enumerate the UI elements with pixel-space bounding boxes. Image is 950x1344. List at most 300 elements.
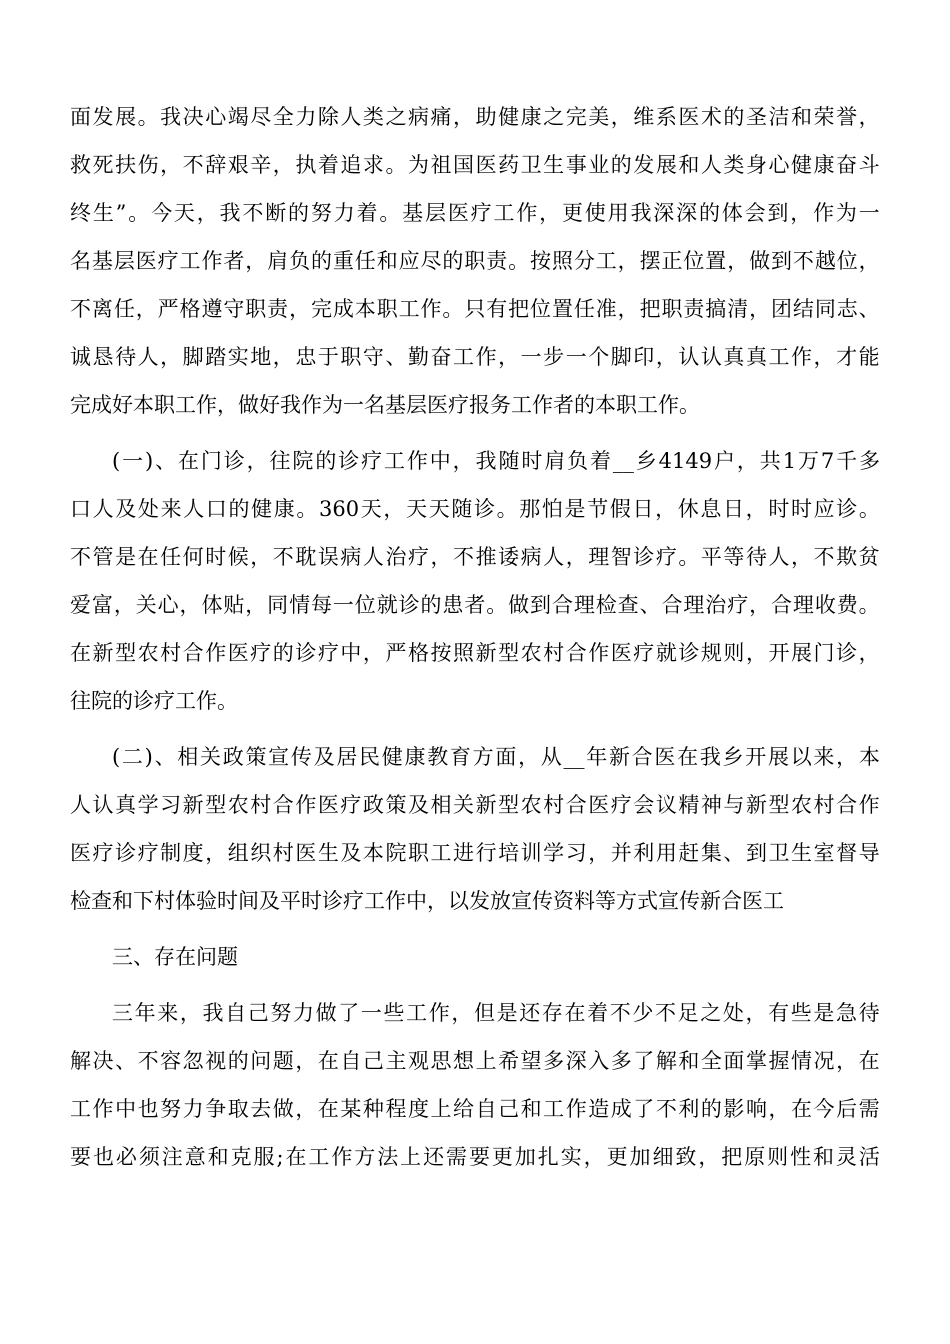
text-glyph: 的 [420, 593, 442, 617]
text-glyph: 、 [154, 745, 176, 769]
text-glyph: 集 [700, 841, 722, 865]
text-glyph: ， [565, 545, 587, 569]
text-glyph: 工 [543, 1097, 565, 1121]
text-glyph: 搞 [705, 297, 727, 321]
text-glyph: 守 [362, 345, 384, 369]
text-glyph: 的 [723, 105, 745, 129]
text-glyph: 更 [606, 1145, 628, 1169]
text-glyph: 的 [310, 249, 332, 273]
text-glyph: 学 [543, 841, 565, 865]
text-glyph: 只 [464, 297, 486, 321]
text-glyph: 诊 [836, 641, 858, 665]
text-glyph: 造 [588, 1097, 610, 1121]
text-glyph: 性 [790, 1145, 812, 1169]
text-glyph: 责 [486, 249, 508, 273]
text-glyph: 职 [464, 249, 486, 273]
text-glyph: 规 [700, 641, 722, 665]
text-glyph: 况 [813, 1049, 835, 1073]
text-glyph: 心 [157, 593, 179, 617]
text-glyph: 、 [115, 1049, 137, 1073]
text-glyph: 正 [661, 249, 683, 273]
text-glyph: 基 [91, 249, 113, 273]
text-glyph: 误 [317, 545, 339, 569]
text-glyph: 型 [768, 793, 790, 817]
text-glyph: ， [451, 1001, 473, 1025]
text-glyph: 政 [362, 793, 384, 817]
text-glyph: 格 [179, 297, 201, 321]
text-glyph: 随 [451, 497, 473, 521]
text-glyph: 度 [407, 1097, 429, 1121]
text-glyph: 思 [430, 1049, 452, 1073]
text-glyph: 做 [272, 1097, 294, 1121]
text-glyph: 制 [160, 841, 182, 865]
text-glyph: 把 [639, 297, 661, 321]
text-glyph: 忽 [182, 1049, 204, 1073]
text-glyph: 发 [92, 105, 114, 129]
text-glyph: 要 [70, 1145, 91, 1169]
text-glyph: 智 [610, 545, 632, 569]
text-glyph: 任 [160, 545, 182, 569]
text-glyph: 作 [516, 201, 538, 225]
text-glyph: ， [655, 497, 677, 521]
text-glyph: 决 [92, 1049, 114, 1073]
text-glyph: 诊 [633, 545, 655, 569]
text-glyph: 的 [442, 249, 464, 273]
text-glyph: 作 [295, 793, 317, 817]
text-glyph: 己 [247, 1001, 269, 1025]
text-glyph: 。 [486, 593, 508, 617]
text-glyph: ， [836, 1049, 858, 1073]
text-glyph: 医 [227, 641, 249, 665]
text-glyph: 到 [767, 201, 789, 225]
text-glyph: 着 [356, 201, 378, 225]
text-glyph: ， [272, 153, 294, 177]
text-glyph: 和 [376, 249, 398, 273]
text-glyph: 怕 [541, 497, 563, 521]
text-glyph: 作 [813, 201, 835, 225]
text-glyph: 肩 [544, 449, 566, 473]
text-glyph: 日 [723, 497, 745, 521]
text-glyph: 疗 [655, 545, 677, 569]
text-glyph: 术 [700, 105, 722, 129]
text-glyph: 新 [608, 745, 630, 769]
text-glyph: 一 [520, 345, 542, 369]
text-glyph: 深 [676, 201, 698, 225]
text-glyph: 工 [70, 1097, 91, 1121]
text-glyph: 己 [362, 1049, 384, 1073]
text-glyph: 健 [381, 745, 403, 769]
text-glyph: 、 [639, 593, 661, 617]
text-glyph: 竭 [227, 105, 249, 129]
text-glyph: ; [276, 1145, 284, 1169]
text-glyph: ， [160, 153, 182, 177]
text-glyph: ， [610, 105, 632, 129]
text-glyph: ， [655, 345, 677, 369]
text-glyph: ， [745, 1001, 767, 1025]
text-glyph: 真 [745, 345, 767, 369]
text-glyph: 我 [475, 449, 497, 473]
text-glyph: 认 [92, 793, 114, 817]
text-glyph: 响 [745, 1097, 767, 1121]
text-glyph: 全 [272, 105, 294, 129]
text-glyph: 人 [137, 345, 159, 369]
text-glyph: 型 [498, 793, 520, 817]
text-glyph: ， [790, 201, 812, 225]
text-glyph: 在 [317, 1097, 339, 1121]
text-glyph: 在 [70, 641, 91, 665]
text-glyph: 门 [200, 449, 222, 473]
text-glyph: 合 [631, 745, 653, 769]
text-glyph: 位 [836, 249, 858, 273]
text-glyph: ， [539, 201, 561, 225]
text-glyph: 不 [137, 1049, 159, 1073]
text-glyph: 着 [590, 449, 611, 473]
text-glyph: 程 [385, 1097, 407, 1121]
text-glyph: 。 [128, 201, 150, 225]
text-glyph: 诚 [70, 345, 91, 369]
text-glyph: 深 [653, 201, 675, 225]
text-glyph: 型 [205, 793, 227, 817]
text-glyph: 同 [814, 297, 836, 321]
text-glyph: 给 [453, 1097, 475, 1121]
text-glyph: 一 [565, 345, 587, 369]
text-glyph: 耽 [295, 545, 317, 569]
text-glyph: 层 [113, 249, 135, 273]
text-glyph: 时 [205, 545, 227, 569]
text-glyph: 时 [521, 449, 543, 473]
text-glyph: 更 [561, 201, 583, 225]
text-glyph: ， [745, 641, 767, 665]
text-glyph: 加 [629, 1145, 651, 1169]
text-glyph: 心 [205, 105, 227, 129]
text-glyph: 也 [92, 1145, 114, 1169]
text-glyph: 摆 [639, 249, 661, 273]
text-glyph: 等 [723, 545, 745, 569]
text-glyph: 。 [508, 249, 530, 273]
text-glyph: 意 [184, 1145, 206, 1169]
text-glyph: 诊 [115, 841, 137, 865]
text-glyph: 医 [610, 641, 632, 665]
text-glyph: 富 [91, 593, 113, 617]
text-glyph: 后 [836, 1097, 858, 1121]
text-glyph: 完 [310, 297, 332, 321]
text-glyph: 作 [588, 641, 610, 665]
text-glyph: ， [583, 1145, 605, 1169]
text-glyph: 人 [340, 105, 362, 129]
text-glyph: 职 [661, 297, 683, 321]
text-glyph: 待 [858, 1001, 880, 1025]
text-glyph: 疗 [361, 449, 383, 473]
text-glyph: 置 [705, 249, 727, 273]
text-glyph: 也 [137, 1097, 159, 1121]
text-glyph: 新 [92, 641, 114, 665]
text-line [112, 737, 880, 777]
text-glyph: 及 [340, 841, 362, 865]
text-glyph: 职 [376, 297, 398, 321]
text-glyph: 在 [564, 1001, 586, 1025]
text-glyph: 把 [721, 1145, 743, 1169]
text-glyph: 努 [310, 201, 332, 225]
text-glyph: 维 [633, 105, 655, 129]
text-glyph: 掌 [745, 1049, 767, 1073]
text-glyph: 分 [573, 249, 595, 273]
text-glyph: 欺 [836, 545, 858, 569]
text-glyph: 合 [565, 793, 587, 817]
text-glyph: 到 [771, 249, 792, 273]
text-glyph: 作 [406, 449, 428, 473]
text-line [70, 633, 880, 673]
text-glyph: 每 [310, 593, 332, 617]
text-glyph: 国 [453, 153, 475, 177]
text-glyph: 面 [70, 105, 91, 129]
text-glyph: 应 [398, 249, 420, 273]
text-glyph: 事 [565, 153, 587, 177]
text-glyph: 主 [385, 1049, 407, 1073]
text-glyph: 室 [813, 841, 835, 865]
text-glyph: 今 [151, 201, 173, 225]
text-glyph: 人 [183, 497, 205, 521]
text-glyph: 卫 [520, 153, 542, 177]
text-glyph: 上 [430, 1097, 452, 1121]
text-glyph: 年 [586, 745, 608, 769]
text-glyph: 合 [272, 793, 294, 817]
text-glyph: 疗 [92, 841, 114, 865]
text-glyph: 诿 [498, 545, 520, 569]
text-glyph: 必 [115, 1145, 137, 1169]
text-glyph: 一 [360, 1001, 382, 1025]
text-glyph: 居 [336, 745, 358, 769]
text-glyph: 扎 [537, 1145, 559, 1169]
text-line [70, 785, 880, 825]
text-line [70, 1137, 880, 1177]
text-glyph: 体 [721, 201, 743, 225]
text-glyph: 今 [813, 1097, 835, 1121]
text-glyph: 细 [652, 1145, 674, 1169]
text-line [70, 833, 880, 873]
text-glyph: 重 [332, 249, 354, 273]
text-glyph: 策 [245, 745, 267, 769]
text-glyph: 面 [723, 1049, 745, 1073]
text-glyph: 格 [407, 641, 429, 665]
text-glyph: 应 [813, 497, 835, 521]
text-glyph: ， [295, 1097, 317, 1121]
text-glyph: 生 [317, 841, 339, 865]
text-glyph: 个 [588, 345, 610, 369]
text-glyph: 按 [530, 249, 552, 273]
text-glyph: 天 [428, 497, 450, 521]
text-glyph: 方 [472, 745, 494, 769]
text-glyph: 不 [70, 297, 91, 321]
text-glyph: 地 [250, 345, 272, 369]
text-glyph: 视 [205, 1049, 227, 1073]
text-glyph: 平 [700, 545, 722, 569]
text-glyph: 我 [630, 201, 652, 225]
text-glyph: 步 [543, 345, 565, 369]
text-glyph: 者 [464, 593, 486, 617]
text-glyph: 何 [182, 545, 204, 569]
text-glyph: 议 [655, 793, 677, 817]
text-glyph: ， [858, 641, 880, 665]
text-line [70, 193, 880, 233]
text-glyph: 的 [288, 201, 310, 225]
text-glyph: 团 [771, 297, 792, 321]
text-glyph: 及 [115, 497, 137, 521]
text-glyph: 。 [858, 593, 880, 617]
text-glyph: ， [135, 297, 157, 321]
text-glyph: 万 [797, 449, 819, 473]
text-glyph: 认 [678, 345, 700, 369]
text-glyph: 病 [520, 545, 542, 569]
text-glyph: 人 [70, 793, 91, 817]
text-glyph: 新 [475, 793, 497, 817]
text-glyph: 合 [661, 593, 683, 617]
text-glyph: 和 [678, 1049, 700, 1073]
text-glyph: 待 [115, 345, 137, 369]
text-glyph: 那 [519, 497, 541, 521]
text-glyph: 不 [655, 1001, 676, 1025]
text-glyph: 脚 [182, 345, 204, 369]
text-glyph: 用 [655, 841, 677, 865]
text-glyph: 息 [700, 497, 722, 521]
text-glyph: 结 [792, 297, 814, 321]
text-glyph: 肩 [267, 249, 289, 273]
text-glyph: 方 [354, 1145, 376, 1169]
text-glyph: 关 [200, 745, 221, 769]
text-glyph: 着 [317, 153, 339, 177]
text-glyph: 村 [272, 841, 294, 865]
text-glyph: 康 [520, 105, 542, 129]
text-glyph: ， [289, 297, 311, 321]
text-glyph: 同 [267, 593, 289, 617]
text-line [70, 337, 880, 377]
text-glyph: 疗 [470, 201, 492, 225]
text-glyph: 去 [250, 1097, 272, 1121]
text-glyph: 需 [858, 1097, 880, 1121]
text-glyph: 政 [222, 745, 244, 769]
text-glyph: 辞 [205, 153, 227, 177]
text-line [112, 441, 880, 481]
text-glyph: ， [453, 105, 475, 129]
text-glyph: 上 [400, 1145, 422, 1169]
text-glyph: 健 [498, 105, 520, 129]
text-glyph: 。 [379, 201, 401, 225]
text-glyph: 认 [700, 345, 722, 369]
text-glyph: 培 [498, 841, 520, 865]
text-glyph: 假 [609, 497, 631, 521]
text-glyph: 行 [475, 841, 497, 865]
text-glyph: 的 [228, 497, 250, 521]
text-glyph: 努 [160, 1097, 182, 1121]
text-glyph: 诊 [338, 449, 360, 473]
text-glyph: 医 [654, 745, 676, 769]
text-glyph: 少 [632, 1001, 654, 1025]
text-glyph: 足 [677, 1001, 699, 1025]
text-glyph: 负 [289, 249, 311, 273]
text-glyph: 作 [420, 297, 442, 321]
text-glyph: 千 [836, 449, 858, 473]
text-glyph: 作 [791, 345, 812, 369]
text-glyph: 关 [453, 793, 475, 817]
text-glyph: 些 [383, 1001, 405, 1025]
text-glyph: ， [272, 345, 294, 369]
text-glyph: 工 [383, 449, 405, 473]
text-glyph: 职 [245, 297, 267, 321]
text-glyph: 康 [404, 745, 426, 769]
text-glyph: ， [791, 545, 812, 569]
text-glyph: 加 [514, 1145, 536, 1169]
text-glyph: 到 [530, 593, 552, 617]
text-glyph: 。 [137, 105, 159, 129]
text-glyph: 医 [317, 793, 339, 817]
text-glyph: 誉 [836, 105, 858, 129]
text-glyph: ， [736, 449, 758, 473]
text-glyph: 力 [182, 1097, 204, 1121]
text-glyph: 扶 [115, 153, 137, 177]
text-glyph: 死 [92, 153, 114, 177]
text-glyph: 生 [543, 153, 565, 177]
text-glyph: 诊 [398, 593, 420, 617]
text-glyph: 导 [858, 841, 880, 865]
text-glyph: 工 [493, 201, 515, 225]
text-glyph: 用 [607, 201, 629, 225]
text-glyph: 农 [137, 641, 159, 665]
text-glyph: ， [179, 593, 201, 617]
text-glyph: ) [144, 449, 154, 473]
text-glyph: 心 [768, 153, 790, 177]
text-glyph: 系 [655, 105, 677, 129]
text-glyph: 村 [543, 641, 565, 665]
text-glyph: 利 [678, 1097, 700, 1121]
text-glyph: ( [112, 449, 121, 473]
section-heading: 三、存在问题 [112, 945, 238, 969]
text-glyph: 做 [749, 249, 771, 273]
text-glyph: 。 [296, 497, 318, 521]
text-glyph: 农 [520, 793, 542, 817]
text-glyph: 4149 [658, 449, 713, 473]
text-glyph: 从 [540, 745, 562, 769]
text-glyph: 医 [295, 841, 317, 865]
text-glyph: ， [617, 297, 639, 321]
text-glyph: 忠 [295, 345, 317, 369]
text-glyph: 恳 [92, 345, 114, 369]
text-line [70, 145, 880, 185]
text-glyph: 置 [551, 297, 573, 321]
text-glyph: 节 [587, 497, 609, 521]
text-glyph: 作 [205, 641, 227, 665]
text-glyph: 解 [655, 1049, 677, 1073]
text-glyph: 职 [407, 841, 429, 865]
text-glyph: 育 [449, 745, 471, 769]
text-glyph: 不 [70, 545, 91, 569]
text-glyph: 天 [360, 497, 382, 521]
text-glyph: 新 [745, 793, 767, 817]
text-glyph: 美 [588, 105, 610, 129]
text-glyph: 来 [157, 1001, 179, 1025]
text-glyph: 完 [565, 105, 587, 129]
text-glyph: 展 [767, 745, 789, 769]
text-glyph: 农 [227, 793, 249, 817]
text-glyph: 成 [332, 297, 354, 321]
text-glyph: 收 [814, 593, 836, 617]
text-glyph: 医 [70, 841, 91, 865]
text-glyph: 天 [406, 497, 428, 521]
text-glyph: ， [362, 641, 384, 665]
text-glyph: 志 [836, 297, 858, 321]
text-glyph: 患 [442, 593, 464, 617]
text-glyph: 疗 [340, 793, 362, 817]
text-glyph: ， [858, 105, 880, 129]
text-glyph: 还 [519, 1001, 541, 1025]
